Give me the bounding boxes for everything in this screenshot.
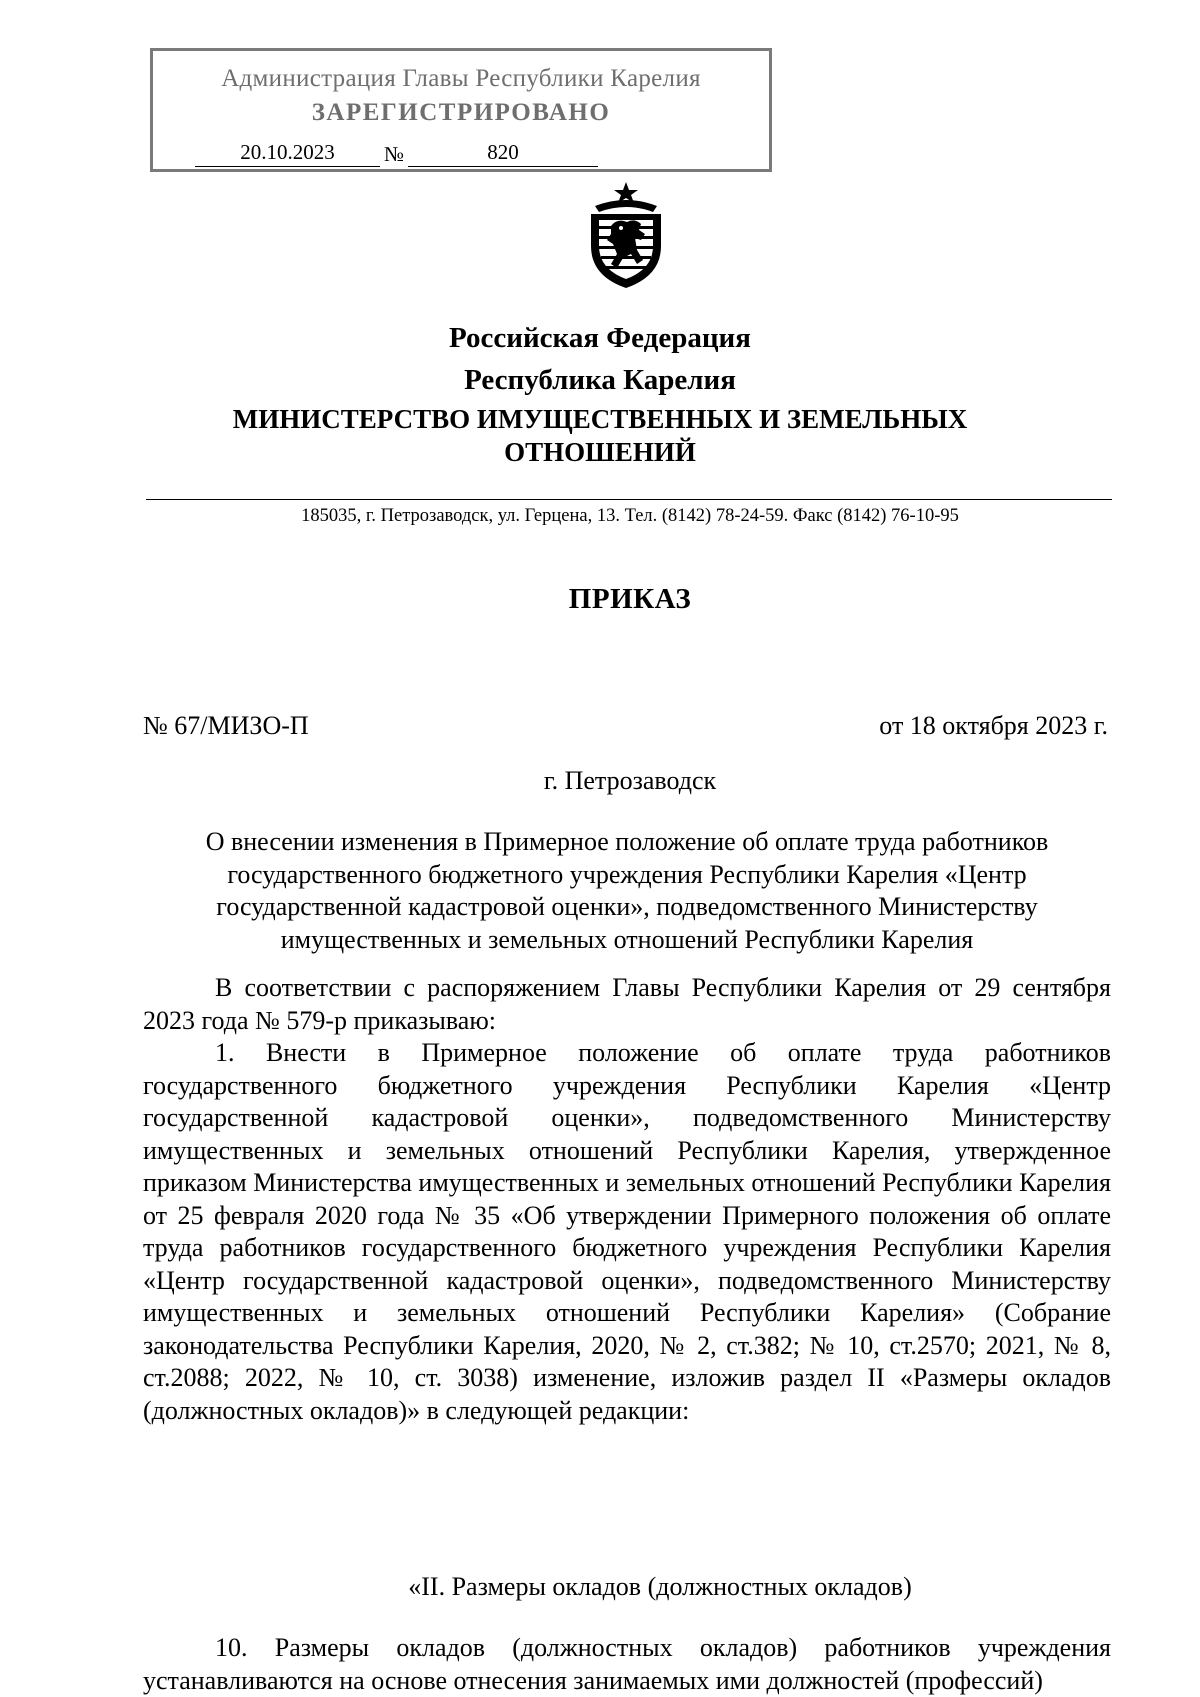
document-body [143,972,1111,1427]
document-city: г. Петрозаводск [543,766,717,795]
stamp-organization: Администрация Главы Республики Карелия [221,65,701,92]
document-subject [143,826,1111,956]
document-date: от 18 октября 2023 г. [879,711,1108,740]
subject-line: имущественных и земельных отношений Республики Карелия [280,924,974,954]
ministry-address: 185035, г. Петрозаводск, ул. Герцена, 13. Тел. (8142) 78-24-59. Факс (8142) 76-10-95 [301,506,959,526]
header-divider [146,499,1112,500]
stamp-number-sign: № [383,142,405,166]
stamp-date: 20.10.2023 [195,140,380,167]
section-title: «II. Размеры окладов (должностных окладов) [408,1572,912,1601]
stamp-status: ЗАРЕГИСТРИРОВАНО [311,99,611,126]
document-type: ПРИКАЗ [568,583,692,615]
country-heading: Российская Федерация [449,322,751,354]
preamble-paragraph: В соответствии с распоряжением Главы Республики Карелия от 29 сентября 2023 года № 579-р приказываю: [143,973,1111,1035]
item-10-block [143,1632,1111,1697]
region-heading: Республика Карелия [464,364,736,396]
subject-line: государственной кадастровой оценки», подведомственного Министерству [216,892,1038,921]
stamp-registration-line [195,139,598,167]
registration-stamp [150,48,772,172]
item-10-paragraph: 10. Размеры окладов (должностных окладов) работников учреждения устанавливаются на основе отнесения занимаемых ими должностей (профессий) [143,1633,1111,1695]
karelia-coat-of-arms-icon [583,180,669,290]
item-1-paragraph: 1. Внести в Примерное положение об оплате труда работников государственного бюджетного учреждения Республики Карелия «Центр государственной кадастровой оценки», подведомственного Министерству имущественных и земельных отношений Республики Карелия, утвержденное приказом Министерства имущественных и земельных отношений Республики Карелия от 25 февраля 2020 года № 35 «Об утверждении Примерного положения об оплате труда работников государственного бюджетного учреждения Республики Карелия «Центр государственной кадастровой оценки», подведомственного Министерству имущественных и земельных отношений Республики Карелия» (Собрание законодательства Республики Карелия, 2020, № 2, ст.382; № 10, ст.2570; 2021, № 8, ст.2088; 2022, № 10, ст. 3038) изменение, изложив раздел II «Размеры окладов (должностных окладов)» в следующей редакции: [143,1038,1111,1425]
stamp-number: 820 [408,140,598,167]
subject-line: О внесении изменения в Примерное положение об оплате труда работников [205,827,1049,856]
document-number: № 67/МИЗО-П [143,711,309,740]
subject-line: государственного бюджетного учреждения Республики Карелия «Центр [227,859,1027,889]
ministry-heading-line2: ОТНОШЕНИЙ [504,437,696,467]
ministry-heading-line1: МИНИСТЕРСТВО ИМУЩЕСТВЕННЫХ И ЗЕМЕЛЬНЫХ [232,404,968,434]
